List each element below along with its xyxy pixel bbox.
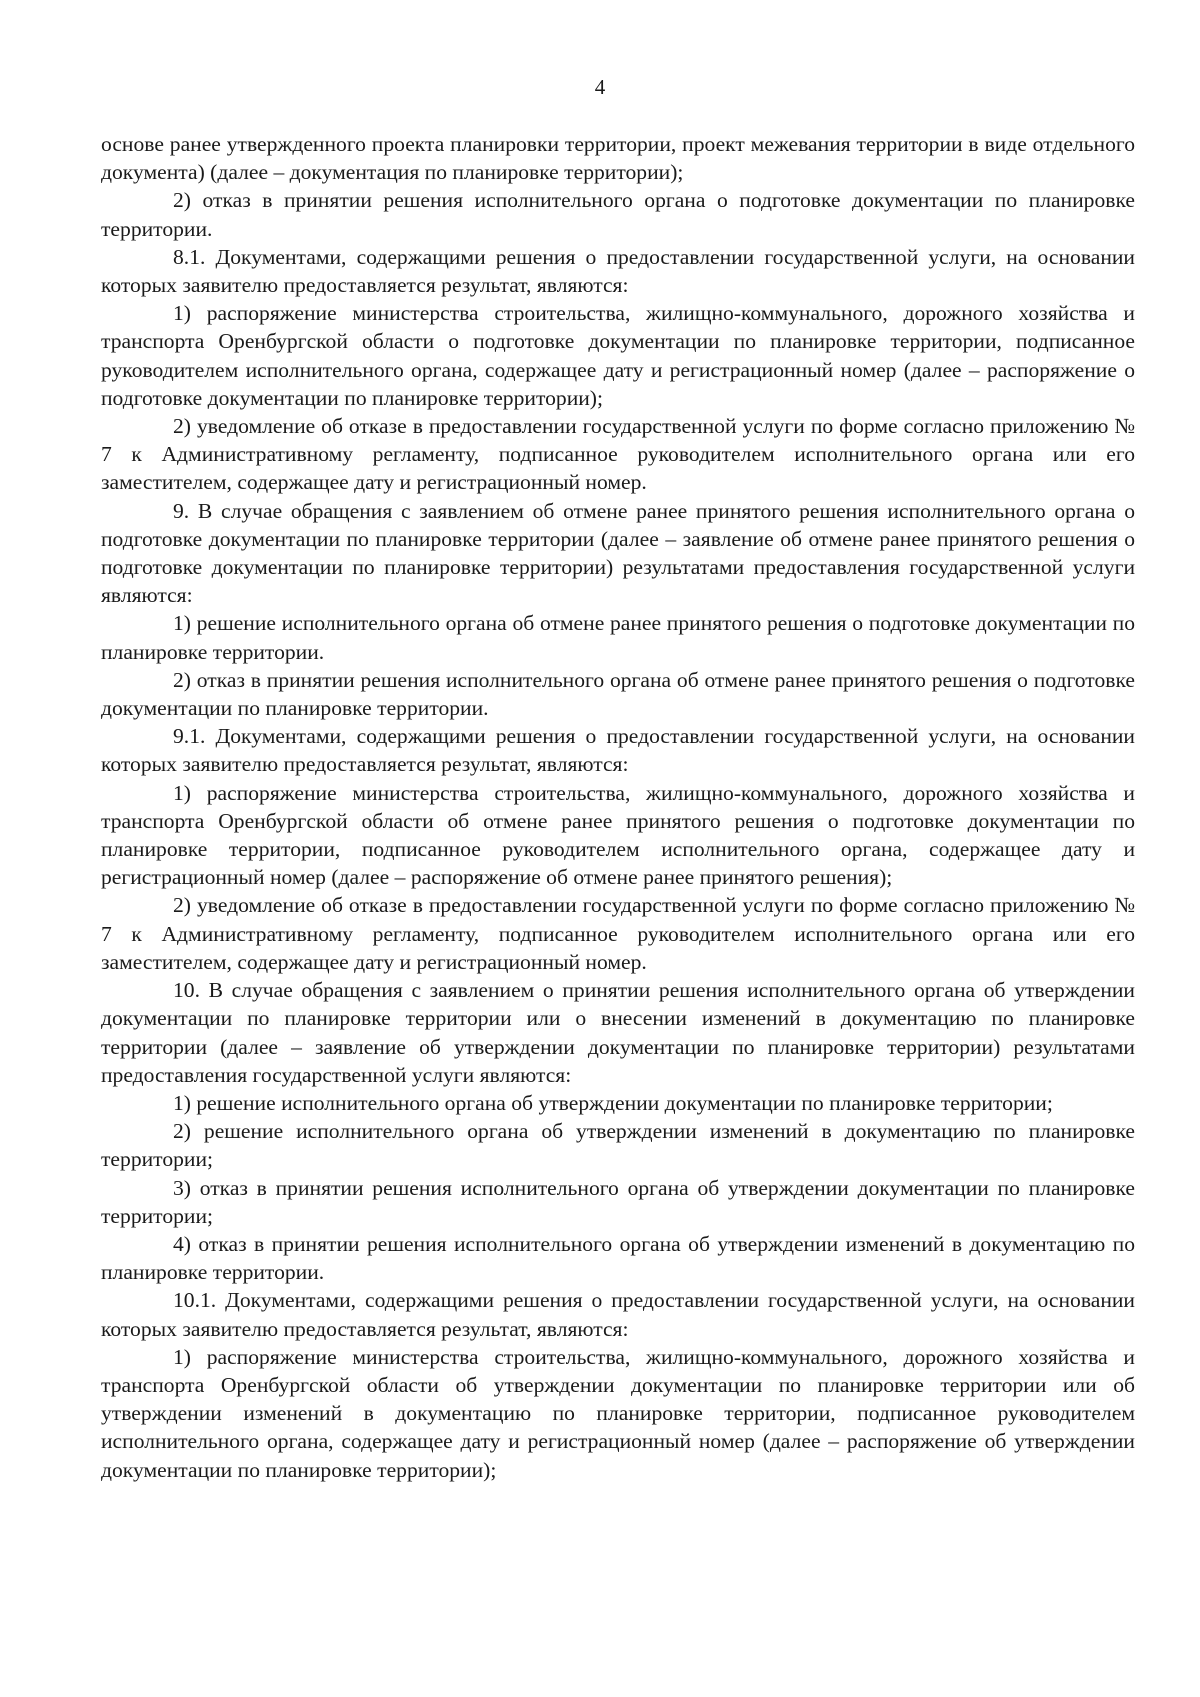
paragraph: 1) распоряжение министерства строительства, жилищно-коммунального, дорожного хозяйства и транспорта Оренбургской области об отмене ранее принятого решения о подготовке документации по планировке территории, подписанное руководителем исполнительного органа, содержащее дату и регистрационный номер (далее – распоряжение об отмене ранее принятого решения); <box>101 780 1135 890</box>
paragraph: 1) распоряжение министерства строительства, жилищно-коммунального, дорожного хозяйства и транспорта Оренбургской области об утверждении документации по планировке территории или об утверждении изменений в документацию по планировке территории, подписанное руководителем исполнительного органа, содержащее дату и регистрационный номер (далее – распоряжение об утверждении документации по планировке территории); <box>101 1344 1135 1482</box>
page-number: 4 <box>594 75 606 99</box>
paragraph: 1) распоряжение министерства строительства, жилищно-коммунального, дорожного хозяйства и транспорта Оренбургской области о подготовке документации по планировке территории, подписанное руководителем исполнительного органа, содержащее дату и регистрационный номер (далее – распоряжение о подготовке документации по планировке территории); <box>101 301 1135 410</box>
paragraph: 3) отказ в принятии решения исполнительного органа об утверждении документации по планировке территории; <box>101 1175 1135 1228</box>
paragraph: 8.1. Документами, содержащими решения о предоставлении государственной услуги, на основании которых заявителю предоставляется результат, являются: <box>101 244 1135 298</box>
paragraph: 2) уведомление об отказе в предоставлении государственной услуги по форме согласно приложению № 7 к Административному регламенту, подписанное руководителем исполнительного органа или его заместителем, содержащее дату и регистрационный номер. <box>101 893 1135 974</box>
paragraph: 2) решение исполнительного органа об утверждении изменений в документацию по планировке территории; <box>101 1119 1135 1172</box>
paragraph: 9.1. Документами, содержащими решения о предоставлении государственной услуги, на основании которых заявителю предоставляется результат, являются: <box>101 724 1135 777</box>
paragraph: основе ранее утвержденного проекта планировки территории, проект межевания территории в виде отдельного документа) (далее – документация по планировке территории); <box>101 132 1135 185</box>
document-body <box>101 130 1135 1484</box>
paragraph: 9. В случае обращения с заявлением об отмене ранее принятого решения исполнительного органа о подготовке документации по планировке территории (далее – заявление об отмене ранее принятого решения о подготовке документации по планировке территории) результатами предоставления государственной услуги являются: <box>101 498 1135 608</box>
paragraph: 2) отказ в принятии решения исполнительного органа о подготовке документации по планировке территории. <box>101 188 1135 241</box>
paragraph: 1) решение исполнительного органа об отмене ранее принятого решения о подготовке документации по планировке территории. <box>101 611 1135 664</box>
paragraph: 2) отказ в принятии решения исполнительного органа об отмене ранее принятого решения о подготовке документации по планировке территории. <box>101 667 1135 721</box>
paragraph: 1) решение исполнительного органа об утверждении документации по планировке территории; <box>173 1090 1053 1115</box>
paragraph: 4) отказ в принятии решения исполнительного органа об утверждении изменений в документацию по планировке территории. <box>101 1231 1135 1285</box>
paragraph: 2) уведомление об отказе в предоставлении государственной услуги по форме согласно приложению № 7 к Административному регламенту, подписанное руководителем исполнительного органа или его заместителем, содержащее дату и регистрационный номер. <box>101 414 1135 495</box>
paragraph: 10. В случае обращения с заявлением о принятии решения исполнительного органа об утверждении документации по планировке территории или о внесении изменений в документацию по планировке территории (далее – заявление об утверждении документации по планировке территории) результатами предоставления государственной услуги являются: <box>101 978 1135 1087</box>
paragraph: 10.1. Документами, содержащими решения о предоставлении государственной услуги, на основании которых заявителю предоставляется результат, являются: <box>101 1288 1135 1341</box>
